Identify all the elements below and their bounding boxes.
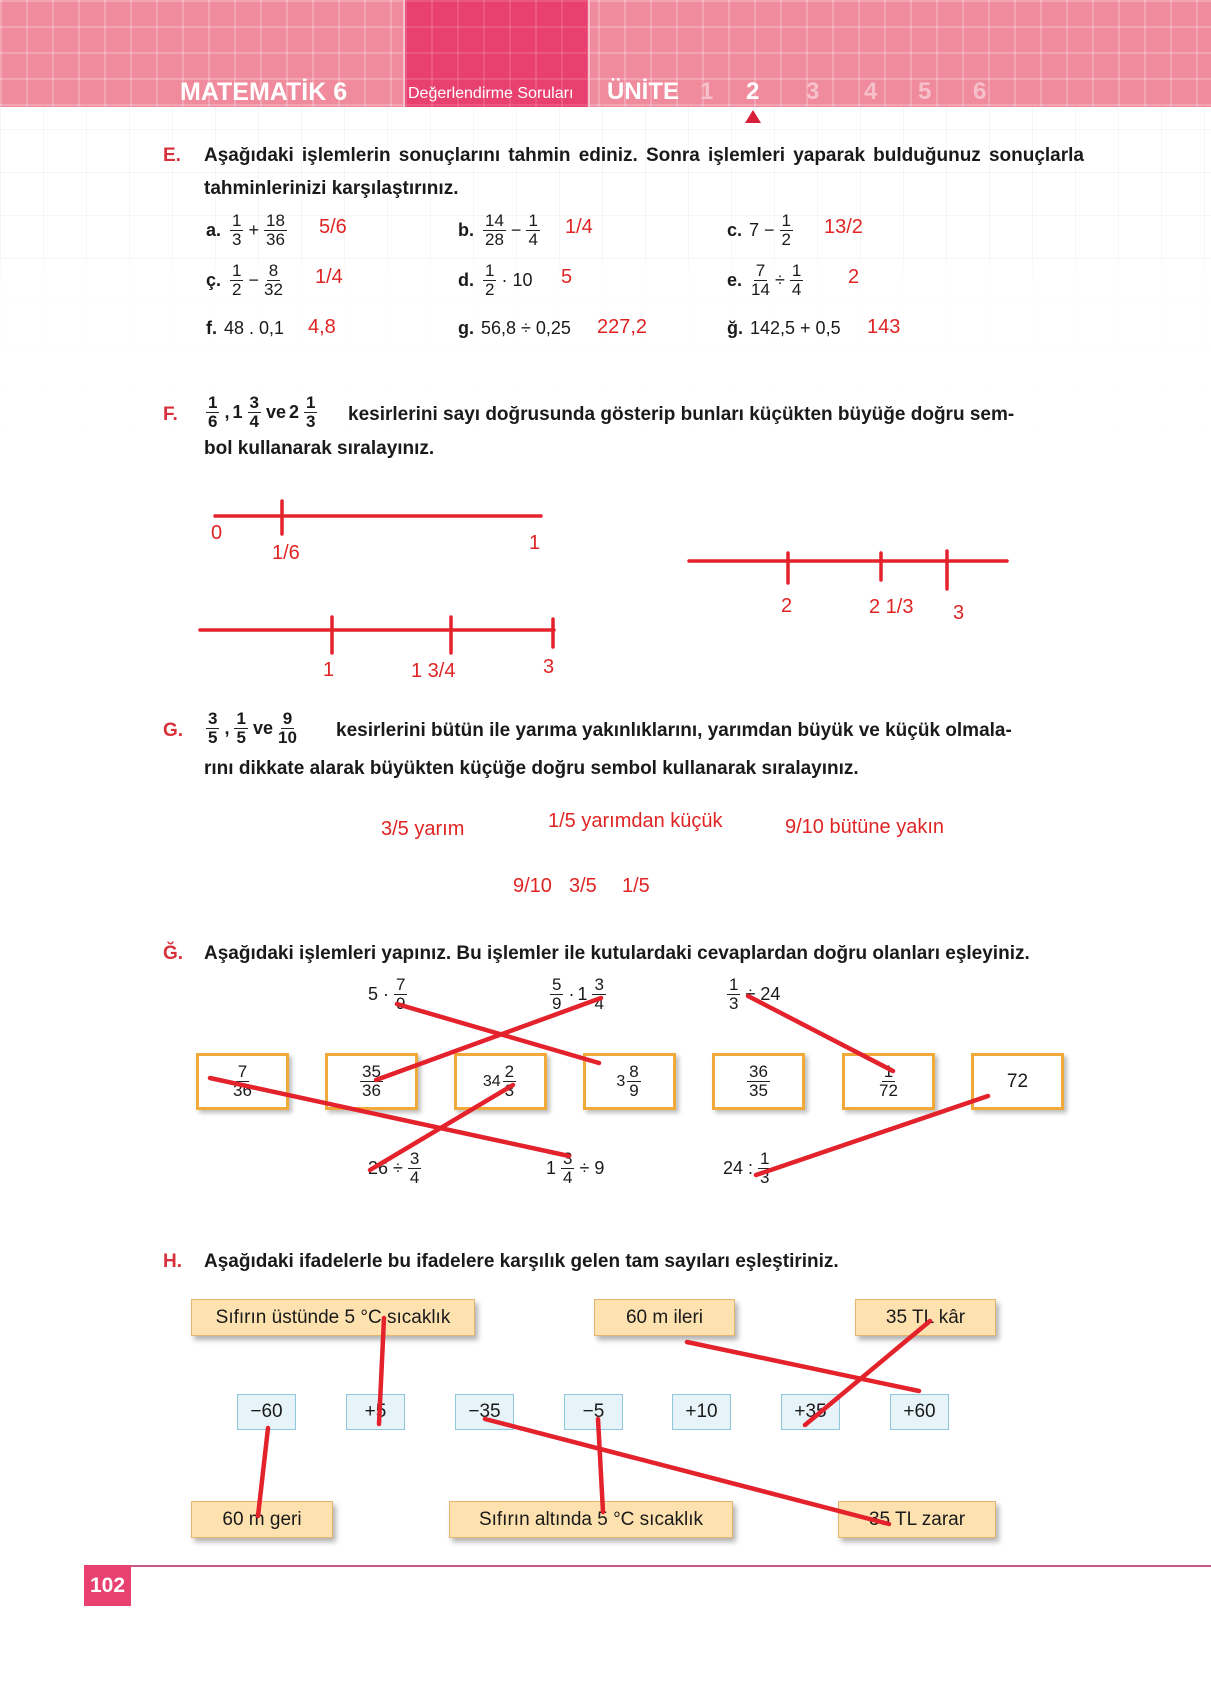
denominator: 36	[362, 1081, 381, 1100]
fraction	[278, 710, 297, 747]
unit-6: 6	[973, 78, 987, 105]
denominator: 2	[781, 230, 792, 249]
denominator: 4	[563, 1168, 573, 1187]
item-label: c.	[727, 220, 743, 240]
operation-expression	[548, 976, 608, 1013]
expr-text: 24 :	[723, 1158, 754, 1178]
item-label: g.	[458, 318, 474, 338]
number-line-2-label: 1 3/4	[411, 660, 456, 682]
numerator: 2	[504, 1062, 515, 1081]
fraction	[394, 976, 407, 1013]
unit-5: 5	[918, 78, 932, 105]
question-g-fractions	[204, 710, 299, 747]
item-label: e.	[727, 270, 743, 290]
fraction	[360, 1063, 383, 1100]
numerator: 1	[760, 1149, 770, 1168]
fraction	[483, 212, 506, 249]
answer-box	[971, 1053, 1064, 1110]
statement-box: 35 TL kâr	[855, 1299, 996, 1336]
numerator: 1	[485, 261, 495, 280]
g-answer: 9/10 bütüne yakın	[785, 816, 945, 838]
numerator: 5	[552, 975, 562, 994]
handwritten-answer: 4,8	[308, 316, 336, 338]
expr-text: −	[510, 220, 522, 240]
handwritten-answer: 5	[561, 266, 573, 288]
question-h-label: H.	[163, 1251, 182, 1272]
denominator: 28	[485, 230, 504, 249]
whole-part: 1	[546, 1158, 557, 1178]
denominator: 10	[277, 728, 297, 747]
number-line-3-label: 3	[953, 602, 965, 624]
denominator: 3	[306, 412, 316, 431]
expr-text: ÷ 9	[579, 1158, 605, 1178]
handwritten-answer: 1/4	[565, 216, 593, 238]
expr-text: 72	[1006, 1070, 1029, 1092]
item-expression	[481, 318, 571, 339]
exercise-item	[727, 262, 805, 299]
question-g-text-2: rını dikkate alarak büyükten küçüğe doğru sembol kullanarak sıralayınız.	[204, 758, 859, 779]
denominator: 5	[208, 728, 218, 747]
unit-label: ÜNİTE	[607, 78, 679, 105]
handwritten-answer: 227,2	[597, 316, 648, 338]
answer-box	[583, 1053, 676, 1110]
integer-box: −35	[455, 1394, 514, 1430]
numerator: 1	[306, 393, 316, 412]
unit-3: 3	[806, 78, 820, 105]
fraction	[758, 1150, 771, 1187]
expr-text: 48 . 0,1	[224, 318, 285, 338]
fraction	[206, 394, 219, 431]
item-expression	[749, 262, 805, 299]
numerator: 7	[396, 975, 406, 994]
numerator: 1	[232, 211, 242, 230]
exercise-item	[458, 318, 571, 339]
fraction	[561, 1150, 574, 1187]
fraction	[230, 212, 243, 249]
exercise-item	[727, 318, 841, 339]
answer-box	[712, 1053, 805, 1110]
fraction	[592, 976, 605, 1013]
numerator: 7	[755, 261, 766, 280]
fraction	[248, 394, 261, 431]
expr-text: 56,8 ÷ 0,25	[481, 318, 571, 338]
numerator: 1	[729, 975, 739, 994]
denominator: 3	[729, 994, 739, 1013]
fraction	[206, 710, 219, 747]
expr-text: ,	[224, 718, 230, 738]
denominator: 14	[751, 280, 770, 299]
denominator: 2	[485, 280, 495, 299]
whole-part: 3	[616, 1072, 626, 1090]
denominator: 4	[249, 412, 259, 431]
item-expression	[750, 318, 841, 339]
fraction	[751, 262, 770, 299]
fraction	[526, 212, 539, 249]
fraction	[234, 710, 247, 747]
integer-box: +5	[346, 1394, 405, 1430]
fraction	[790, 262, 803, 299]
expr-text: +	[248, 220, 259, 240]
question-f-text-2: bol kullanarak sıralayınız.	[204, 438, 435, 459]
numerator: 1	[236, 709, 246, 728]
section-title: Değerlendirme Soruları	[408, 85, 574, 102]
item-label: d.	[458, 270, 474, 290]
g-answer: 3/5 yarım	[381, 818, 465, 840]
denominator: 9	[396, 994, 406, 1013]
denominator: 4	[791, 280, 802, 299]
handwritten-answer: 143	[867, 316, 901, 338]
denominator: 9	[552, 994, 562, 1013]
numerator: 3	[249, 393, 259, 412]
book-title: MATEMATİK 6	[180, 78, 348, 106]
expr-text: ÷ 24	[745, 984, 781, 1004]
denominator: 6	[208, 412, 218, 431]
numerator: 8	[629, 1062, 639, 1081]
integer-box: +35	[781, 1394, 840, 1430]
exercise-item	[206, 262, 285, 299]
fraction	[264, 262, 283, 299]
item-label: ğ.	[727, 318, 743, 338]
numerator: 3	[208, 709, 218, 728]
numerator: 18	[266, 211, 285, 230]
expr-text: · 10	[501, 270, 533, 290]
number-line-1-label: 0	[211, 522, 223, 544]
denominator: 36	[233, 1081, 252, 1100]
fraction	[780, 212, 793, 249]
number-line-1-label: 1	[529, 532, 541, 554]
denominator: 36	[266, 230, 285, 249]
handwritten-answer: 13/2	[824, 216, 863, 238]
numerator: 1	[208, 393, 218, 412]
unit-2: 2	[746, 78, 760, 105]
fraction	[408, 1150, 421, 1187]
question-g-text: kesirlerini bütün ile yarıma yakınlıklarını, yarımdan büyük ve küçük olmala-	[336, 720, 1012, 741]
denominator: 5	[236, 728, 246, 747]
item-label: f.	[206, 318, 217, 338]
denominator: 3	[760, 1168, 770, 1187]
g-answer: 1/5 yarımdan küçük	[548, 810, 723, 832]
g-order: 3/5	[569, 875, 597, 897]
expr-text: 142,5 + 0,5	[750, 318, 841, 338]
item-label: ç.	[206, 270, 222, 290]
numerator: 1	[791, 261, 802, 280]
exercise-item	[727, 212, 795, 249]
expr-text: ve	[265, 402, 286, 422]
fraction	[483, 262, 496, 299]
statement-box: Sıfırın üstünde 5 °C sıcaklık	[191, 1299, 475, 1336]
item-label: a.	[206, 220, 222, 240]
numerator: 1	[528, 211, 538, 230]
expr-text: ÷	[774, 270, 785, 290]
answer-box	[842, 1053, 935, 1110]
numerator: 36	[749, 1062, 768, 1081]
numerator: 3	[563, 1149, 573, 1168]
statement-box: Sıfırın altında 5 °C sıcaklık	[449, 1501, 733, 1538]
number-line-2-label: 3	[543, 656, 555, 678]
numerator: 35	[362, 1062, 381, 1081]
operation-expression	[725, 976, 780, 1013]
expr-text: ve	[252, 718, 273, 738]
numerator: 1	[781, 211, 792, 230]
fraction	[627, 1063, 640, 1100]
denominator: 3	[232, 230, 242, 249]
whole-part: 2	[289, 402, 300, 422]
footer-divider	[120, 1565, 1211, 1567]
statement-box: 60 m ileri	[594, 1299, 735, 1336]
fraction	[233, 1063, 252, 1100]
page-number: 102	[84, 1565, 131, 1606]
expr-text: ,	[224, 402, 230, 422]
statement-box: 60 m geri	[191, 1501, 333, 1538]
denominator: 32	[264, 280, 283, 299]
answer-box	[454, 1053, 547, 1110]
answer-box	[325, 1053, 418, 1110]
number-line-1-label: 1/6	[272, 542, 300, 564]
numerator: 14	[485, 211, 504, 230]
item-expression	[224, 318, 284, 339]
denominator: 2	[232, 280, 242, 299]
exercise-item	[458, 262, 533, 299]
expr-text: 26 ÷	[368, 1158, 403, 1178]
integer-box: +10	[672, 1394, 731, 1430]
fraction	[503, 1063, 516, 1100]
numerator: 7	[237, 1062, 248, 1081]
denominator: 9	[629, 1081, 639, 1100]
fraction	[747, 1063, 770, 1100]
expr-text: 7 −	[749, 220, 775, 240]
item-expression	[749, 212, 795, 249]
handwritten-answer: 5/6	[319, 216, 347, 238]
numerator: 3	[594, 975, 604, 994]
number-line-3-label: 2 1/3	[869, 596, 914, 618]
handwritten-answer: 1/4	[315, 266, 343, 288]
denominator: 4	[594, 994, 604, 1013]
page-background	[0, 260, 1211, 1684]
g-order: 9/10	[513, 875, 552, 897]
numerator: 8	[268, 261, 279, 280]
denominator: 4	[409, 1168, 420, 1187]
item-label: b.	[458, 220, 474, 240]
exercise-item	[458, 212, 542, 249]
fraction	[304, 394, 317, 431]
question-f-label: F.	[163, 404, 178, 425]
operation-expression	[546, 1150, 604, 1187]
expr-text: 5 ·	[368, 984, 390, 1004]
operation-expression	[368, 976, 409, 1013]
numerator: 1	[883, 1062, 894, 1081]
whole-part: 1	[232, 402, 243, 422]
expr-text: −	[248, 270, 259, 290]
expr-text: ·	[568, 984, 575, 1004]
fraction	[264, 212, 287, 249]
question-g2-label: Ğ.	[163, 943, 184, 964]
operation-expression	[723, 1150, 774, 1187]
integer-box: −5	[564, 1394, 623, 1430]
unit-1: 1	[700, 78, 714, 105]
question-e-label: E.	[163, 145, 181, 166]
question-e-text: Aşağıdaki işlemlerin sonuçlarını tahmin ediniz. Sonra işlemleri yaparak bulduğunuz sonuçlarla tahminlerinizi karşılaştırınız.	[204, 145, 1084, 199]
answer-box	[196, 1053, 289, 1110]
number-line-3-label: 2	[781, 595, 793, 617]
item-expression	[228, 212, 289, 249]
question-f-fractions	[204, 394, 319, 431]
denominator: 3	[504, 1081, 515, 1100]
g-order: 1/5	[622, 875, 650, 897]
numerator: 3	[409, 1149, 420, 1168]
fraction	[727, 976, 740, 1013]
whole-part: 1	[577, 984, 588, 1004]
question-g2-text: Aşağıdaki işlemleri yapınız. Bu işlemler ile kutulardaki cevaplardan doğru olanları eşleyiniz.	[204, 943, 1030, 964]
question-f-text: kesirlerini sayı doğrusunda gösterip bunları küçükten büyüğe doğru sem-	[348, 404, 1015, 425]
exercise-item	[206, 212, 289, 249]
question-g-label: G.	[163, 720, 184, 741]
denominator: 4	[528, 230, 538, 249]
fraction	[230, 262, 243, 299]
numerator: 1	[232, 261, 242, 280]
active-unit-marker-icon	[745, 110, 761, 123]
operation-expression	[368, 1150, 423, 1187]
unit-4: 4	[864, 78, 878, 105]
exercise-item	[206, 318, 284, 339]
statement-box: 35 TL zarar	[838, 1501, 996, 1538]
whole-part: 34	[482, 1072, 501, 1090]
question-h-text: Aşağıdaki ifadelerle bu ifadelere karşılık gelen tam sayıları eşleştiriniz.	[204, 1251, 839, 1272]
item-expression	[481, 212, 542, 249]
item-expression	[228, 262, 285, 299]
number-line-2-label: 1	[323, 659, 335, 681]
fraction	[550, 976, 563, 1013]
item-expression	[481, 262, 533, 299]
fraction	[879, 1063, 898, 1100]
numerator: 9	[282, 709, 293, 728]
denominator: 35	[749, 1081, 768, 1100]
handwritten-answer: 2	[848, 266, 860, 288]
integer-box: −60	[237, 1394, 296, 1430]
integer-box: +60	[890, 1394, 949, 1430]
denominator: 72	[879, 1081, 898, 1100]
